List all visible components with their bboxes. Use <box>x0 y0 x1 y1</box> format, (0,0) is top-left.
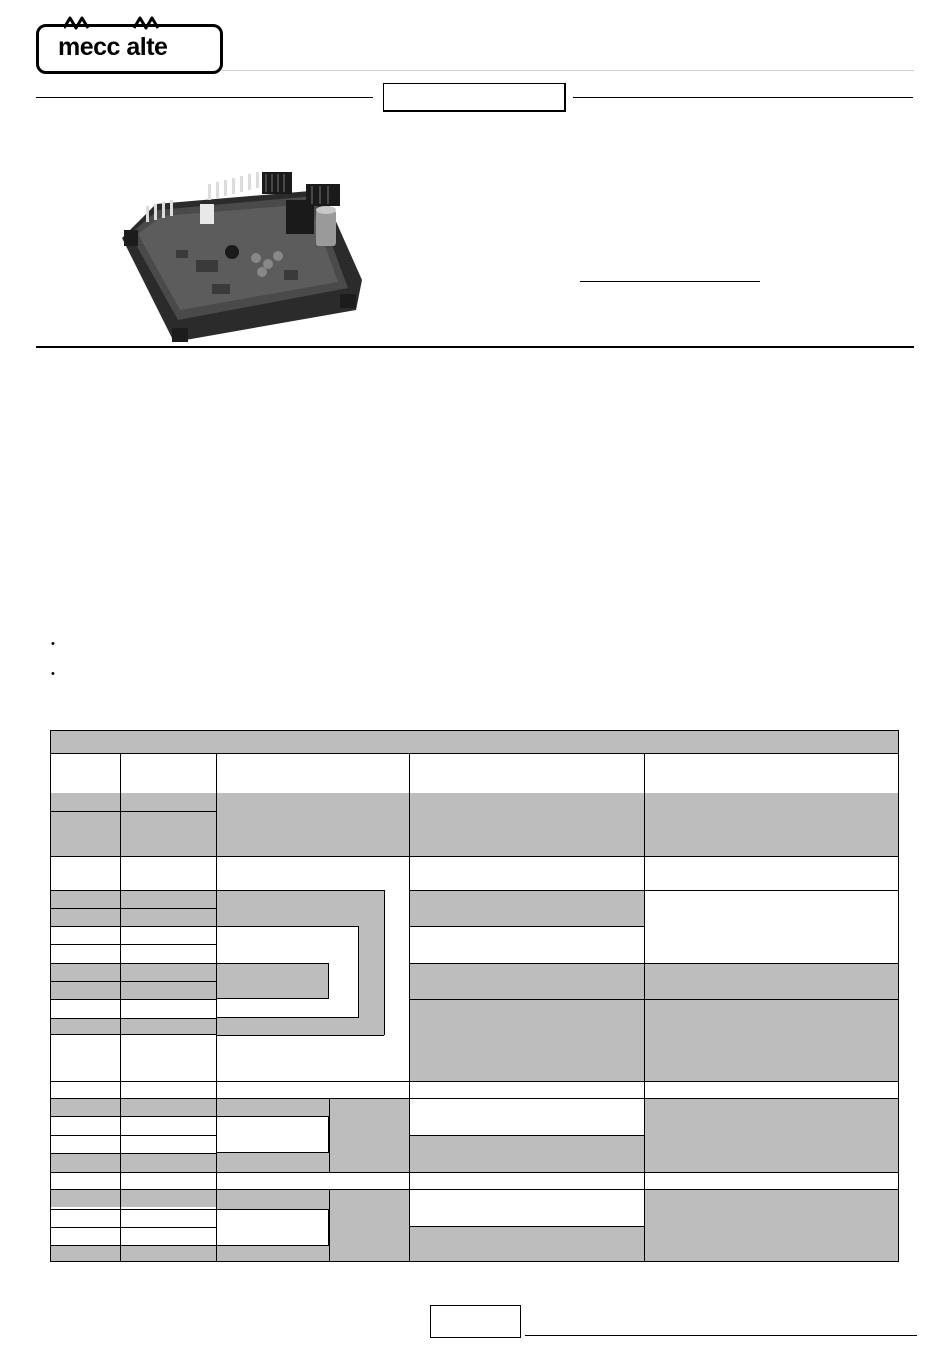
bullet-text-2 <box>66 666 896 682</box>
table-title <box>51 731 898 753</box>
table-row <box>51 1098 216 1116</box>
title-rule-left <box>36 97 373 98</box>
bullet-marker-2: • <box>51 668 55 680</box>
brand-logo-text: mecc alte <box>58 33 168 61</box>
column-header <box>217 754 409 793</box>
caption-underline <box>580 281 760 282</box>
column-header <box>51 754 120 793</box>
connection-table <box>50 730 899 1262</box>
photo-caption-link[interactable] <box>580 262 760 278</box>
bullet-text-1 <box>66 636 896 652</box>
section-separator <box>36 346 914 348</box>
table-row <box>51 1018 216 1034</box>
table-row <box>51 1154 216 1172</box>
logo-waves-icon <box>64 14 164 32</box>
bullet-marker-1: • <box>51 638 55 650</box>
header-rule <box>222 70 914 71</box>
column-header <box>410 754 644 793</box>
document-title-box <box>383 83 566 112</box>
column-header <box>121 754 216 793</box>
title-rule-right <box>573 97 913 98</box>
footer-rule <box>525 1335 917 1336</box>
table-row <box>51 793 216 856</box>
page-number-box <box>430 1305 521 1338</box>
column-header <box>645 754 898 793</box>
table-row <box>51 1189 216 1207</box>
table-row <box>51 1245 216 1261</box>
voltage-regulator-board-image <box>116 160 368 346</box>
